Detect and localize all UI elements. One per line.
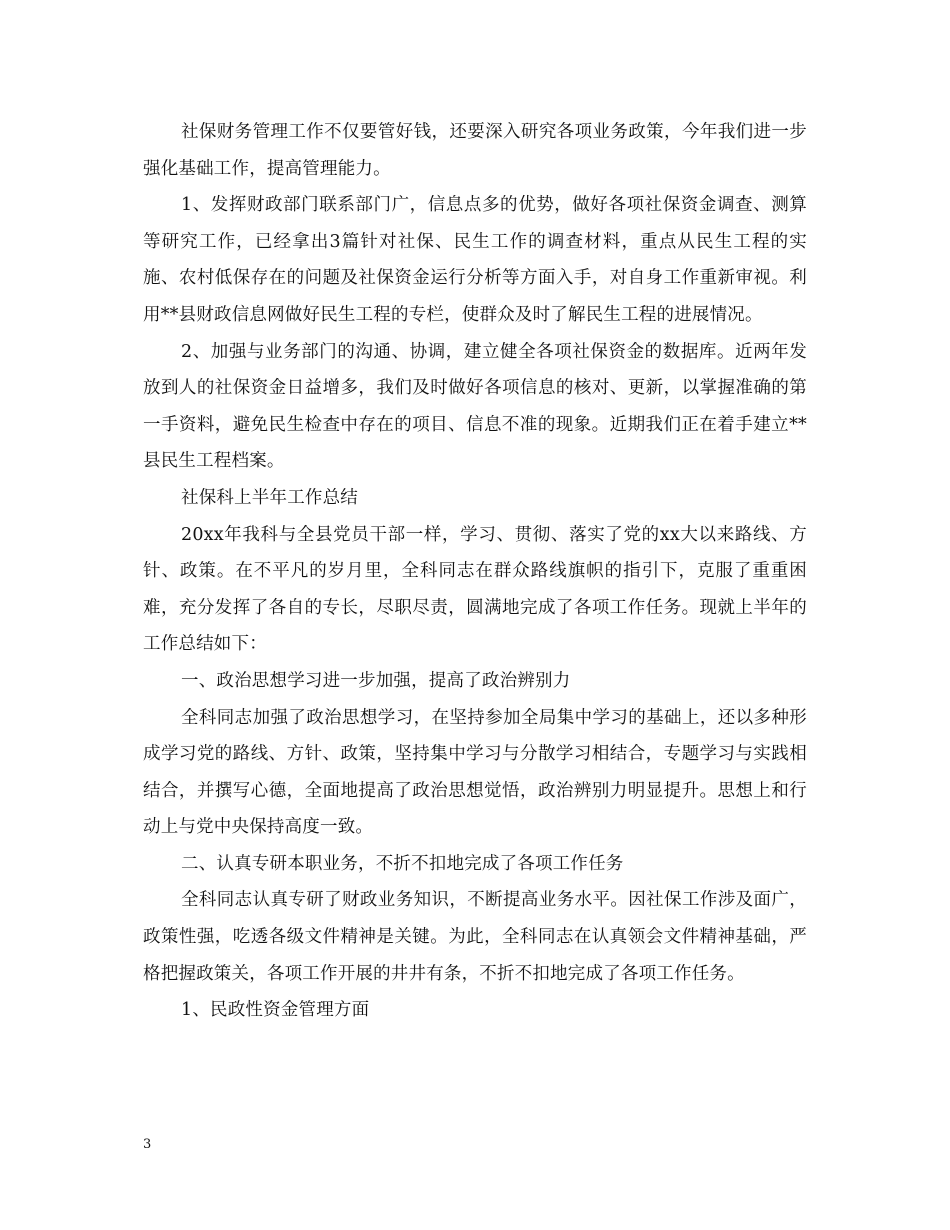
page-number: 3	[143, 1137, 152, 1152]
document-body	[143, 114, 807, 1029]
paragraph-item-1-research: 1、发挥财政部门联系部门广，信息点多的优势，做好各项社保资金调查、测算等研究工作，已经拿出3篇针对社保、民生工作的调查材料，重点从民生工程的实施、农村低保存在的问题及社保资金运行分析等方面入手，对自身工作重新审视。利用**县财政信息网做好民生工程的专栏，使群众及时了解民生工程的进展情况。	[143, 195, 807, 325]
paragraph-intro: 社保财务管理工作不仅要管好钱，还要深入研究各项业务政策，今年我们进一步强化基础工作，提高管理能力。	[143, 122, 807, 179]
section-title-summary: 社保科上半年工作总结	[181, 487, 358, 508]
paragraph-business-study: 全科同志认真专研了财政业务知识，不断提高业务水平。因社保工作涉及面广，政策性强，吃透各级文件精神是关键。为此，全科同志在认真领会文件精神基础，严格把握政策关，各项工作开展的井井有条，不折不扣地完成了各项工作任务。	[143, 890, 807, 984]
heading-civil-funds: 1、民政性资金管理方面	[181, 1000, 370, 1021]
heading-business-study: 二、认真专研本职业务，不折不扣地完成了各项工作任务	[181, 853, 624, 874]
paragraph-item-2-database: 2、加强与业务部门的沟通、协调，建立健全各项社保资金的数据库。近两年发放到人的社保资金日益增多，我们及时做好各项信息的核对、更新，以掌握准确的第一手资料，避免民生检查中存在的项目、信息不准的现象。近期我们正在着手建立**县民生工程档案。	[143, 341, 807, 472]
heading-political-study: 一、政治思想学习进一步加强，提高了政治辨别力	[181, 670, 571, 691]
paragraph-summary-intro: 20xx年我科与全县党员干部一样，学习、贯彻、落实了党的xx大以来路线、方针、政策。在不平凡的岁月里，全科同志在群众路线旗帜的指引下，克服了重重困难，充分发挥了各自的专长，尽职尽责，圆满地完成了各项工作任务。现就上半年的工作总结如下：	[143, 524, 807, 655]
paragraph-political-study: 全科同志加强了政治思想学习，在坚持参加全局集中学习的基础上，还以多种形成学习党的路线、方针、政策，坚持集中学习与分散学习相结合，专题学习与实践相结合，并撰写心德，全面地提高了政治思想觉悟，政治辨别力明显提升。思想上和行动上与党中央保持高度一致。	[143, 707, 807, 838]
